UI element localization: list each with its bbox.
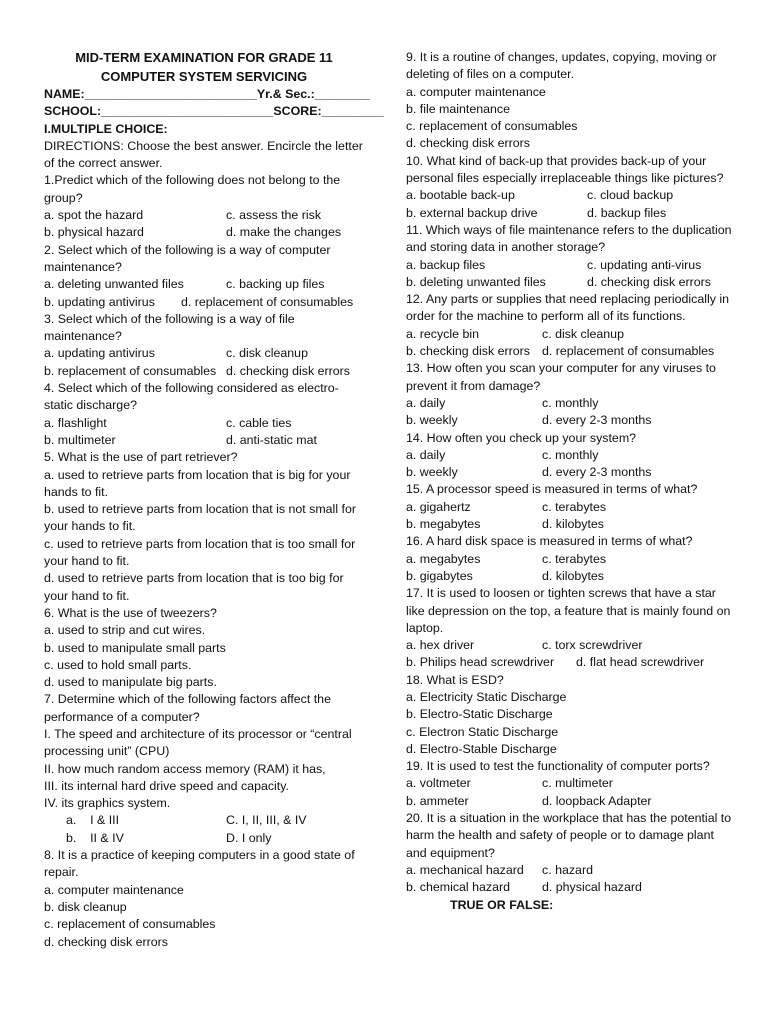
question-text: 12. Any parts or supplies that need replacing periodically in order for the machine to perform all of its functions. xyxy=(406,292,730,324)
question-7 xyxy=(44,691,364,847)
option-c: c. terabytes xyxy=(542,551,607,566)
question-3 xyxy=(44,311,364,380)
question-text: 19. It is used to test the functionality of computer ports? xyxy=(406,759,710,774)
question-text: 5. What is the use of part retriever? xyxy=(44,450,238,465)
option-c: c. terabytes xyxy=(542,499,607,514)
option-a: a. gigahertz xyxy=(406,499,471,514)
option-a: a. recycle bin xyxy=(406,326,480,341)
question-text: 14. How often you check up your system? xyxy=(406,430,637,445)
option-b: b. used to manipulate small parts xyxy=(44,640,226,655)
option-d: d. used to retrieve parts from location that is too big for your hand to fit. xyxy=(44,571,344,603)
question-2 xyxy=(44,242,364,311)
option-d: d. every 2-3 months xyxy=(542,465,652,480)
question-text: 13. How often you scan your computer for any viruses to prevent it from damage? xyxy=(406,361,716,393)
option-d: d. kilobytes xyxy=(542,568,604,583)
exam-title: MID-TERM EXAMINATION FOR GRADE 11 xyxy=(75,50,333,65)
question-text: 2. Select which of the following is a way of computer maintenance? xyxy=(44,242,331,274)
option-c: c. Electron Static Discharge xyxy=(406,724,559,739)
option-b: b. weekly xyxy=(406,413,458,428)
option-b: b. Electro-Static Discharge xyxy=(406,707,553,722)
exam-subject: COMPUTER SYSTEM SERVICING xyxy=(100,68,308,84)
option-b: b. II & IV xyxy=(66,830,124,845)
question-17 xyxy=(406,585,736,671)
question-text: 7. Determine which of the following factors affect the performance of a computer? xyxy=(44,692,331,724)
option-b: b. ammeter xyxy=(406,793,469,808)
question-text: 15. A processor speed is measured in terms of what? xyxy=(406,482,698,497)
option-c: c. monthly xyxy=(542,395,599,410)
factor-iv: IV. its graphics system. xyxy=(44,796,171,811)
option-c: c. assess the risk xyxy=(226,208,322,223)
option-a: a. updating antivirus xyxy=(44,346,155,361)
option-b: b. checking disk errors xyxy=(406,344,530,359)
option-a: a. computer maintenance xyxy=(44,882,184,897)
option-c: c. used to retrieve parts from location that is too small for your hand to fit. xyxy=(44,536,356,569)
question-text: 6. What is the use of tweezers? xyxy=(44,605,217,620)
option-d: d. loopback Adapter xyxy=(542,793,652,808)
option-a: a. flashlight xyxy=(44,415,107,430)
option-c: c. backing up files xyxy=(226,277,325,292)
option-a: a. daily xyxy=(406,395,446,410)
option-b: b. replacement of consumables xyxy=(44,363,217,378)
option-c: c. monthly xyxy=(542,447,599,462)
factor-ii: II. how much random access memory (RAM) it has, xyxy=(44,761,326,776)
question-9 xyxy=(406,49,736,153)
question-14 xyxy=(406,430,736,482)
question-text: 17. It is used to loosen or tighten screws that have a star like depression on the top, a feature that is mainly found on laptop. xyxy=(406,586,731,635)
question-text: 10. What kind of back-up that provides back-up of your personal files especially irreplaceable things like pictures? xyxy=(406,153,724,186)
option-b: b. weekly xyxy=(406,465,458,480)
question-1 xyxy=(44,172,364,241)
option-d: d. physical hazard xyxy=(542,880,642,895)
option-a: a. used to strip and cut wires. xyxy=(44,623,206,638)
option-a: a. used to retrieve parts from location that is big for your hands to fit. xyxy=(44,467,351,499)
option-c: c. replacement of consumables xyxy=(406,119,578,134)
option-b: b. updating antivirus xyxy=(44,294,155,309)
question-15 xyxy=(406,481,736,533)
option-b: b. deleting unwanted files xyxy=(406,274,546,289)
option-d: d. used to manipulate big parts. xyxy=(44,675,217,690)
option-c: c. torx screwdriver xyxy=(542,638,643,653)
question-text: 3. Select which of the following is a way of file maintenance? xyxy=(44,311,295,344)
question-12 xyxy=(406,291,736,360)
question-10 xyxy=(406,153,736,222)
question-text: 18. What is ESD? xyxy=(406,672,504,687)
option-d: d. backup files xyxy=(587,205,667,220)
option-a: a. daily xyxy=(406,447,446,462)
option-d: d. every 2-3 months xyxy=(542,413,652,428)
question-text: 9. It is a routine of changes, updates, copying, moving or deleting of files on a computer. xyxy=(406,50,717,82)
option-a: a. spot the hazard xyxy=(44,208,144,223)
option-b: b. Philips head screwdriver xyxy=(406,655,555,670)
option-b: b. multimeter xyxy=(44,432,116,447)
option-c: c. disk cleanup xyxy=(226,346,308,361)
left-column xyxy=(44,49,384,951)
option-a: a. megabytes xyxy=(406,551,481,566)
name-line: NAME:_________________________Yr.& Sec.:________ xyxy=(44,87,370,101)
factor-i: I. The speed and architecture of its processor or “central processing unit” (CPU) xyxy=(44,726,352,759)
option-a: a. computer maintenance xyxy=(406,84,546,99)
school-line: SCHOOL:_________________________SCORE:_________ xyxy=(44,104,384,119)
option-d: d. anti-static mat xyxy=(226,432,317,447)
option-c: c. cloud backup xyxy=(587,188,674,203)
option-c: c. updating anti-virus xyxy=(587,257,702,272)
question-11 xyxy=(406,222,736,291)
option-c: c. multimeter xyxy=(542,776,613,791)
option-c: c. used to hold small parts. xyxy=(44,657,192,672)
option-a: a. I & III xyxy=(66,813,120,828)
option-b: b. chemical hazard xyxy=(406,880,510,895)
option-d: d. checking disk errors xyxy=(406,136,530,151)
option-b: b. used to retrieve parts from location that is not small for your hands to fit. xyxy=(44,502,356,534)
option-d: d. checking disk errors xyxy=(44,934,168,949)
option-c: C. I, II, III, & IV xyxy=(226,813,307,828)
factor-iii: III. its internal hard drive speed and capacity. xyxy=(44,778,289,793)
option-d: d. checking disk errors xyxy=(226,363,350,378)
option-a: a. voltmeter xyxy=(406,776,471,791)
option-b: b. external backup drive xyxy=(406,205,538,220)
question-text: 20. It is a situation in the workplace that has the potential to harm the health and safety of people or to damage plant and equipment? xyxy=(406,811,732,860)
option-d: d. replacement of consumables xyxy=(542,344,715,359)
option-c: c. disk cleanup xyxy=(542,326,624,341)
option-a: a. mechanical hazard xyxy=(406,862,524,877)
option-d: d. kilobytes xyxy=(542,517,604,532)
question-4 xyxy=(44,380,364,449)
option-b: b. gigabytes xyxy=(406,568,473,583)
option-d: d. replacement of consumables xyxy=(181,294,354,309)
question-8 xyxy=(44,847,364,951)
directions: DIRECTIONS: Choose the best answer. Encircle the letter of the correct answer. xyxy=(44,138,363,171)
option-a: a. hex driver xyxy=(406,638,475,653)
option-c: c. replacement of consumables xyxy=(44,917,216,932)
option-c: c. hazard xyxy=(542,862,593,877)
question-text: 8. It is a practice of keeping computers in a good state of repair. xyxy=(44,848,355,880)
option-d: D. I only xyxy=(226,830,272,845)
option-d: d. flat head screwdriver xyxy=(576,655,705,670)
section-heading-multiple-choice: I.MULTIPLE CHOICE: xyxy=(44,121,168,136)
question-5 xyxy=(44,449,364,605)
option-a: a. Electricity Static Discharge xyxy=(406,689,567,704)
section-heading-true-or-false: TRUE OR FALSE: xyxy=(450,897,554,912)
right-column xyxy=(406,49,736,914)
question-text: 4. Select which of the following considered as electro-static discharge? xyxy=(44,381,339,413)
option-d: d. checking disk errors xyxy=(587,274,711,289)
question-text: 1.Predict which of the following does not belong to the group? xyxy=(44,173,341,205)
question-text: 11. Which ways of file maintenance refers to the duplication and storing data in another storage? xyxy=(406,222,732,255)
question-20 xyxy=(406,810,736,896)
option-a: a. bootable back-up xyxy=(406,188,515,203)
option-c: c. cable ties xyxy=(226,415,292,430)
option-b: b. file maintenance xyxy=(406,101,511,116)
question-13 xyxy=(406,360,736,429)
question-text: 16. A hard disk space is measured in terms of what? xyxy=(406,534,693,549)
option-b: b. megabytes xyxy=(406,517,481,532)
question-16 xyxy=(406,533,736,585)
option-d: d. Electro-Stable Discharge xyxy=(406,741,557,756)
question-19 xyxy=(406,758,736,810)
question-18 xyxy=(406,672,736,758)
option-b: b. disk cleanup xyxy=(44,899,127,914)
option-a: a. backup files xyxy=(406,257,486,272)
question-6 xyxy=(44,605,364,691)
option-d: d. make the changes xyxy=(226,225,342,240)
option-a: a. deleting unwanted files xyxy=(44,277,184,292)
option-b: b. physical hazard xyxy=(44,225,144,240)
